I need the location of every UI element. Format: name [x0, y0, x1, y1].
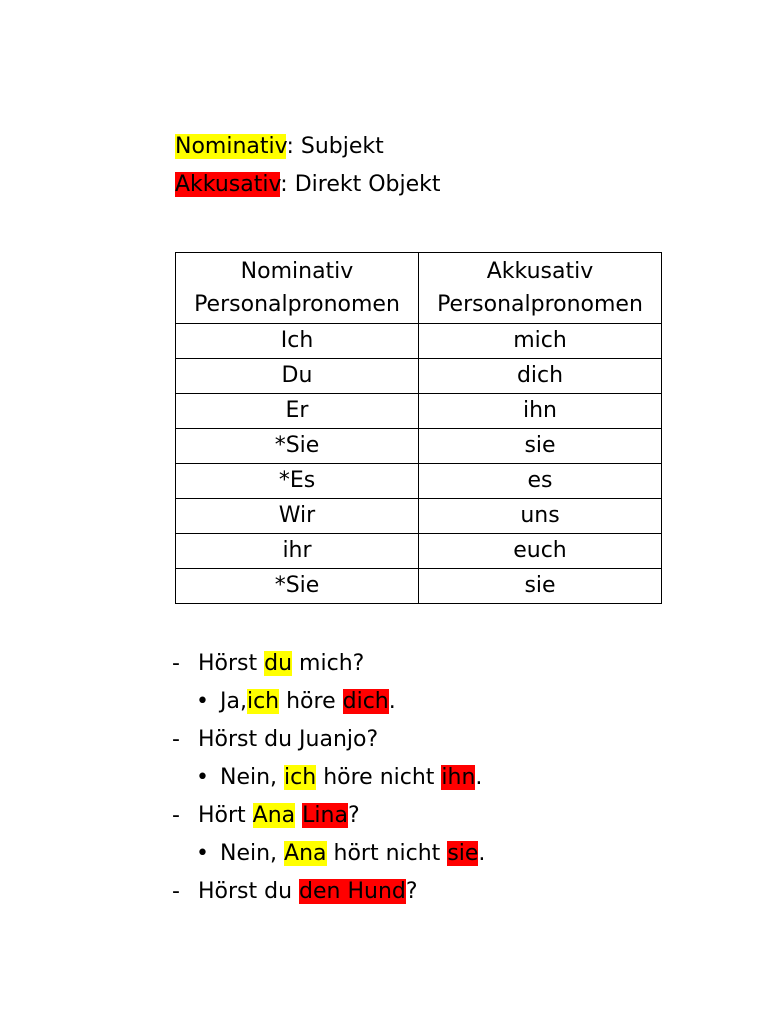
- nominativ-highlight: ich: [246, 689, 280, 714]
- akkusativ-cell: dich: [419, 359, 662, 394]
- table-row: [176, 359, 662, 394]
- table-row: [176, 464, 662, 499]
- header-nominativ-line2: Personalpronomen: [194, 292, 400, 317]
- akkusativ-cell: ihn: [419, 394, 662, 429]
- header-nominativ-line1: Nominativ: [240, 259, 354, 284]
- question-line: [172, 797, 485, 835]
- nominativ-desc: : Subjekt: [286, 134, 384, 159]
- nominativ-cell: Ich: [176, 324, 419, 359]
- answer-text: .: [388, 689, 396, 714]
- table-row: [176, 534, 662, 569]
- akkusativ-cell: uns: [419, 499, 662, 534]
- legend-akkusativ: [175, 166, 441, 204]
- header-nominativ: [176, 253, 419, 324]
- question-text: mich?: [292, 651, 365, 676]
- answer-text: Nein,: [220, 841, 285, 866]
- answer-text: Ja,: [220, 689, 247, 714]
- exercise-list: [172, 645, 485, 911]
- nominativ-cell: Du: [176, 359, 419, 394]
- answer-text: .: [475, 765, 483, 790]
- akkusativ-highlight: dich: [342, 689, 389, 714]
- answer-line: [172, 835, 485, 873]
- nominativ-highlight: ich: [284, 765, 317, 790]
- header-akkusativ-line2: Personalpronomen: [437, 292, 643, 317]
- answer-text: hört nicht: [326, 841, 448, 866]
- akkusativ-desc: : Direkt Objekt: [280, 172, 441, 197]
- akkusativ-cell: es: [419, 464, 662, 499]
- question-text: ?: [347, 803, 360, 828]
- table-row: [176, 394, 662, 429]
- akkusativ-highlight: sie: [447, 841, 479, 866]
- table-row: [176, 569, 662, 604]
- akkusativ-highlight: den Hund: [299, 879, 406, 904]
- table-row: [176, 499, 662, 534]
- table-header-row: [176, 253, 662, 324]
- akkusativ-cell: sie: [419, 569, 662, 604]
- bullet-marker: •: [196, 765, 209, 790]
- nominativ-cell: Er: [176, 394, 419, 429]
- akkusativ-cell: sie: [419, 429, 662, 464]
- answer-text: Nein,: [220, 765, 285, 790]
- bullet-marker: •: [196, 841, 209, 866]
- akkusativ-cell: mich: [419, 324, 662, 359]
- akkusativ-highlight: Lina: [302, 803, 348, 828]
- question-text: Hörst du: [198, 879, 300, 904]
- akkusativ-term: Akkusativ: [175, 172, 281, 197]
- question-text: Hörst: [198, 651, 265, 676]
- dash-marker: -: [172, 803, 180, 828]
- header-akkusativ-line1: Akkusativ: [486, 259, 594, 284]
- answer-text: .: [478, 841, 486, 866]
- case-legend: [175, 128, 441, 204]
- question-line: [172, 721, 485, 759]
- dash-marker: -: [172, 651, 180, 676]
- nominativ-cell: *Sie: [176, 569, 419, 604]
- answer-text: höre nicht: [316, 765, 442, 790]
- nominativ-highlight: Ana: [284, 841, 327, 866]
- pronoun-table: [175, 252, 662, 604]
- nominativ-cell: *Sie: [176, 429, 419, 464]
- nominativ-cell: Wir: [176, 499, 419, 534]
- nominativ-cell: *Es: [176, 464, 419, 499]
- answer-text: höre: [279, 689, 343, 714]
- question-line: [172, 645, 485, 683]
- question-text: Hört: [198, 803, 253, 828]
- nominativ-highlight: Ana: [252, 803, 296, 828]
- answer-line: [172, 683, 485, 721]
- header-akkusativ: [419, 253, 662, 324]
- nominativ-highlight: du: [264, 651, 293, 676]
- question-text: Hörst du Juanjo?: [198, 727, 379, 752]
- bullet-marker: •: [196, 689, 209, 714]
- nominativ-cell: ihr: [176, 534, 419, 569]
- akkusativ-cell: euch: [419, 534, 662, 569]
- answer-line: [172, 759, 485, 797]
- akkusativ-highlight: ihn: [441, 765, 476, 790]
- legend-nominativ: [175, 128, 441, 166]
- table-row: [176, 429, 662, 464]
- table-row: [176, 324, 662, 359]
- question-line: [172, 873, 485, 911]
- nominativ-term: Nominativ: [175, 134, 287, 159]
- question-text: ?: [405, 879, 418, 904]
- dash-marker: -: [172, 879, 180, 904]
- dash-marker: -: [172, 727, 180, 752]
